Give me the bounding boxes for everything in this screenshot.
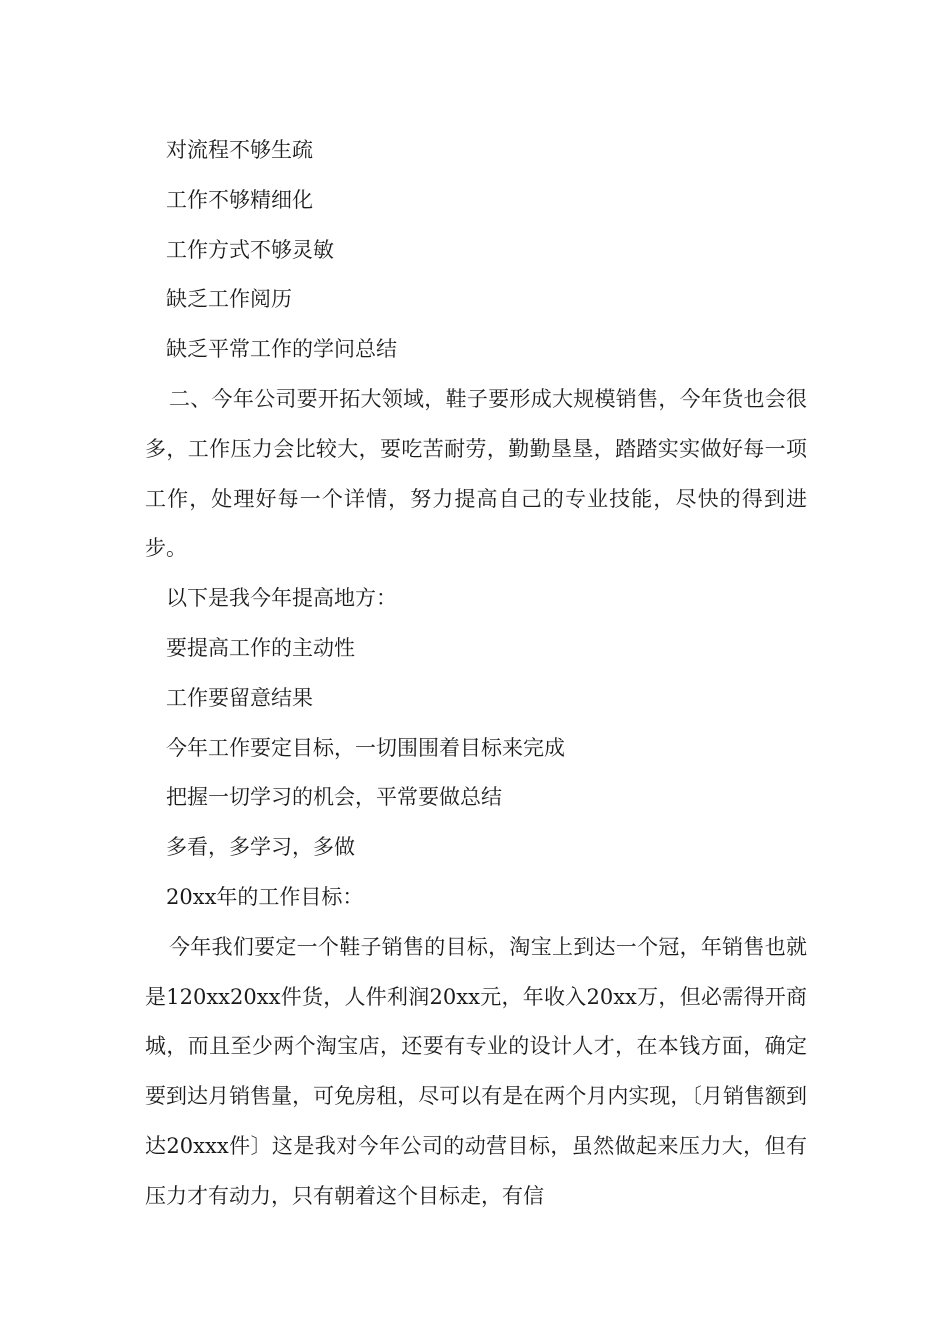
list-item: 对流程不够生疏 [166, 138, 313, 162]
list-item: 今年工作要定目标，一切围围着目标来完成 [166, 735, 565, 760]
list-item: 多看，多学习，多做 [166, 835, 355, 860]
list-item: 缺乏平常工作的学问总结 [166, 337, 397, 362]
list-item: 工作方式不够灵敏 [166, 237, 334, 262]
paragraph-company-expansion: 二、今年公司要开拓大领域，鞋子要形成大规模销售，今年货也会很多，工作压力会比较大，要吃苦耐劳，勤勤垦垦，踏踏实实做好每一项工作，处理好每一个详情，努力提高自己的专业技能，尽快的得到进步。 [145, 386, 807, 561]
intro-line: 以下是我今年提高地方： [166, 586, 397, 611]
list-item: 工作要留意结果 [166, 685, 313, 710]
list-item: 工作不够精细化 [166, 187, 313, 212]
list-item: 要提高工作的主动性 [166, 635, 355, 660]
document-body [145, 126, 807, 1222]
paragraph-sales-goal: 今年我们要定一个鞋子销售的目标，淘宝上到达一个冠，年销售也就是120xx20xx件货，人件利润20xx元，年收入20xx万，但必需得开商城，而且至少两个淘宝店，还要有专业的设计人才，在本钱方面，确定要到达月销售量，可免房租，尽可以有是在两个月内实现，〔月销售额到达20xxx件〕这是我对今年公司的动营目标，虽然做起来压力大，但有压力才有动力，只有朝着这个目标走，有信 [145, 934, 807, 1208]
goal-heading: 20xx年的工作目标： [166, 884, 364, 909]
list-item: 缺乏工作阅历 [166, 287, 292, 312]
list-item: 把握一切学习的机会，平常要做总结 [166, 785, 502, 810]
